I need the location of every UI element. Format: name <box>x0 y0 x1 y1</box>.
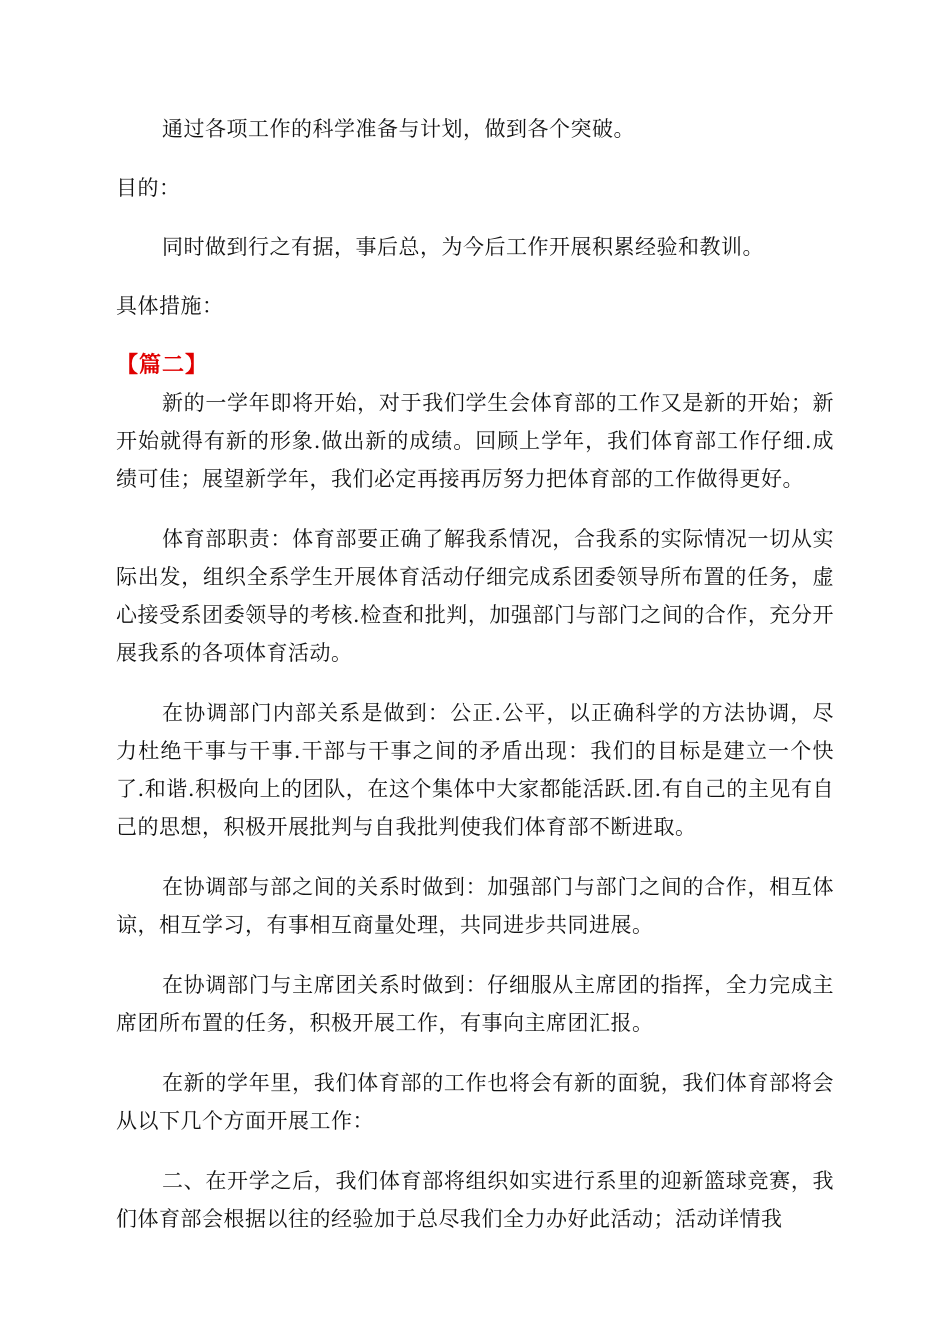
paragraph-basketball: 二、在开学之后，我们体育部将组织如实进行系里的迎新篮球竞赛，我们体育部会根据以往的经验加于总尽我们全力办好此活动；活动详情我 <box>116 1169 834 1231</box>
paragraph-breakthrough: 通过各项工作的科学准备与计划，做到各个突破。 <box>162 117 635 141</box>
label-purpose: 目的： <box>116 176 181 200</box>
paragraph-purpose: 同时做到行之有据，事后总，为今后工作开展积累经验和教训。 <box>162 235 764 259</box>
paragraph-presidium-relations: 在协调部门与主席团关系时做到：仔细服从主席团的指挥，全力完成主席团所布置的任务，积极开展工作，有事向主席团汇报。 <box>116 973 834 1035</box>
paragraph-internal-relations: 在协调部门内部关系是做到：公正.公平，以正确科学的方法协调，尽力杜绝干事与干事.干部与干事之间的矛盾出现：我们的目标是建立一个快了.和谐.积极向上的团队，在这个集体中大家都能活跃.团.有自己的主见有自己的思想，积极开展批判与自我批判使我们体育部不断进取。 <box>116 701 834 839</box>
paragraph-new-year: 在新的学年里，我们体育部的工作也将会有新的面貌，我们体育部将会从以下几个方面开展工作： <box>116 1071 834 1133</box>
paragraph-department-relations: 在协调部与部之间的关系时做到：加强部门与部门之间的合作，相互体谅，相互学习，有事相互商量处理，共同进步共同进展。 <box>116 875 834 937</box>
document-body <box>116 110 834 1238</box>
section-heading: 【篇二】 <box>116 352 209 378</box>
paragraph-intro: 新的一学年即将开始，对于我们学生会体育部的工作又是新的开始；新开始就得有新的形象.做出新的成绩。回顾上学年，我们体育部工作仔细.成绩可佳；展望新学年，我们必定再接再厉努力把体育部的工作做得更好。 <box>116 391 834 491</box>
paragraph-duties: 体育部职责：体育部要正确了解我系情况，合我系的实际情况一切从实际出发，组织全系学生开展体育活动仔细完成系团委领导所布置的任务，虚心接受系团委领导的考核.检查和批判，加强部门与部门之间的合作，充分开展我系的各项体育活动。 <box>116 527 834 665</box>
label-measures: 具体措施： <box>116 294 224 318</box>
